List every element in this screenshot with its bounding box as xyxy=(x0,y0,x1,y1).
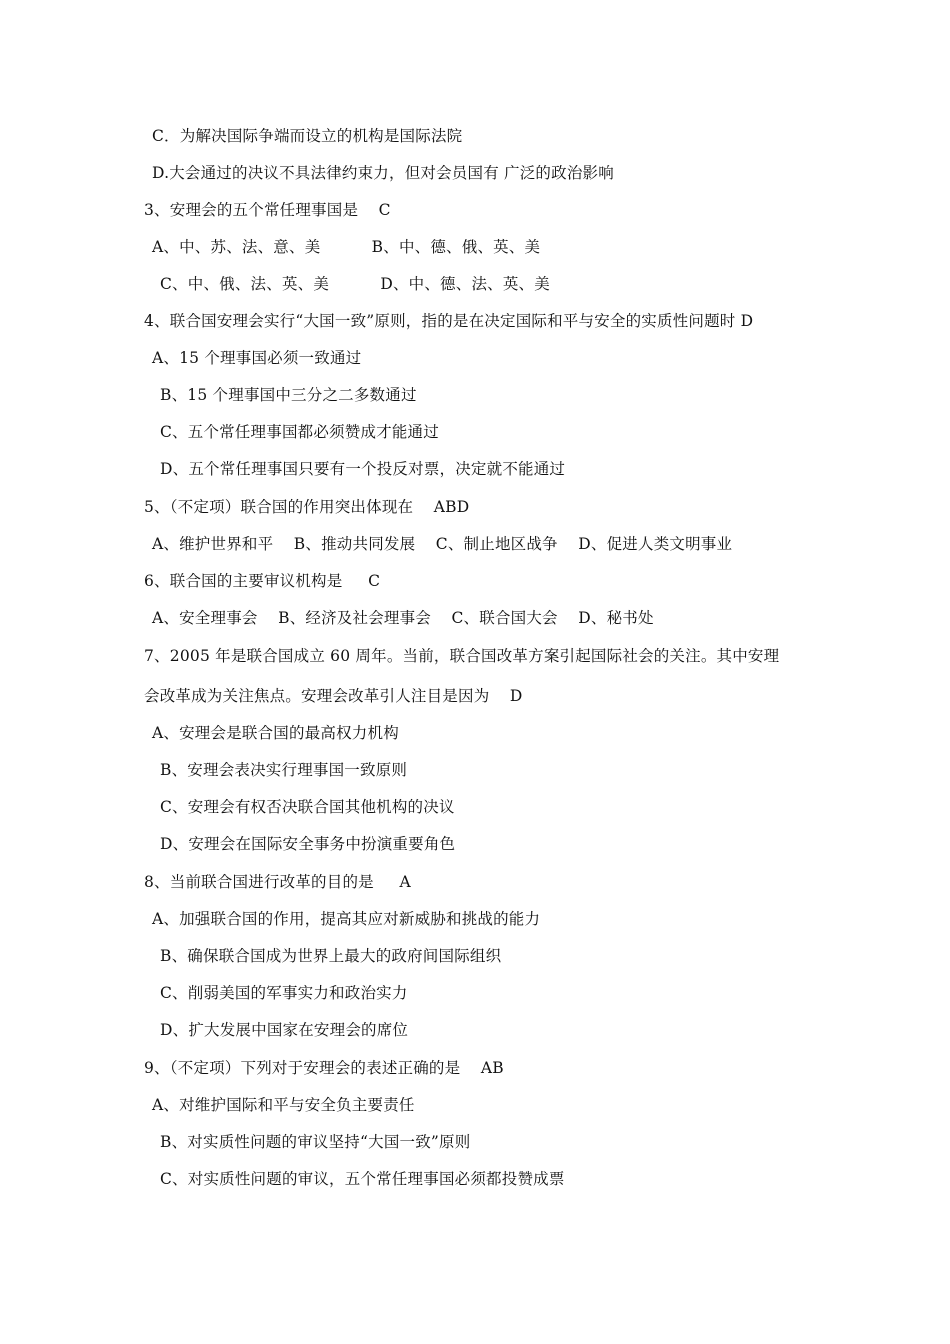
question-7-option-b: B、安理会表决实行理事国一致原则 xyxy=(160,761,408,779)
question-3-options-cd: C、中、俄、法、英、美 D、中、德、法、英、美 xyxy=(160,275,550,293)
question-3: 3、安理会的五个常任理事国是 C xyxy=(144,201,391,219)
question-5-options: A、维护世界和平 B、推动共同发展 C、制止地区战争 D、促进人类文明事业 xyxy=(152,535,733,553)
question-8-option-d: D、扩大发展中国家在安理会的席位 xyxy=(160,1021,409,1039)
question-9: 9、（不定项）下列对于安理会的表述正确的是 AB xyxy=(144,1059,504,1077)
question-5: 5、（不定项）联合国的作用突出体现在 ABD xyxy=(144,498,470,516)
question-8: 8、当前联合国进行改革的目的是 A xyxy=(144,873,411,891)
question-4-option-c: C、五个常任理事国都必须赞成才能通过 xyxy=(160,423,439,441)
question-8-option-a: A、加强联合国的作用，提高其应对新威胁和挑战的能力 xyxy=(152,910,541,928)
question-6: 6、联合国的主要审议机构是 C xyxy=(144,572,381,590)
question-8-option-b: B、确保联合国成为世界上最大的政府间国际组织 xyxy=(160,947,502,965)
question-7-line-2: 会改革成为关注焦点。安理会改革引人注目是因为 D xyxy=(144,687,523,705)
question-8-option-c: C、削弱美国的军事实力和政治实力 xyxy=(160,984,408,1002)
question-9-option-a: A、对维护国际和平与安全负主要责任 xyxy=(152,1096,415,1114)
question-6-options: A、安全理事会 B、经济及社会理事会 C、联合国大会 D、秘书处 xyxy=(152,609,654,627)
question-4-option-a: A、15 个理事国必须一致通过 xyxy=(152,349,362,367)
question-3-options-ab: A、中、苏、法、意、美 B、中、德、俄、英、美 xyxy=(152,238,541,256)
question-4-option-b: B、15 个理事国中三分之二多数通过 xyxy=(160,386,417,404)
option-d-line: D.大会通过的决议不具法律约束力，但对会员国有 广泛的政治影响 xyxy=(152,164,614,182)
question-9-option-b: B、对实质性问题的审议坚持“大国一致”原则 xyxy=(160,1133,471,1151)
question-7-option-c: C、安理会有权否决联合国其他机构的决议 xyxy=(160,798,455,816)
question-9-option-c: C、对实质性问题的审议，五个常任理事国必须都投赞成票 xyxy=(160,1170,565,1188)
question-4: 4、联合国安理会实行“大国一致”原则，指的是在决定国际和平与安全的实质性问题时 D xyxy=(144,312,754,330)
question-7-line-1: 7、2005 年是联合国成立 60 周年。当前，联合国改革方案引起国际社会的关注。其中安理 xyxy=(144,647,780,665)
question-4-option-d: D、五个常任理事国只要有一个投反对票，决定就不能通过 xyxy=(160,460,566,478)
question-7-option-d: D、安理会在国际安全事务中扮演重要角色 xyxy=(160,835,456,853)
option-c-line: C．为解决国际争端而设立的机构是国际法院 xyxy=(152,127,463,145)
question-7-option-a: A、安理会是联合国的最高权力机构 xyxy=(152,724,399,742)
